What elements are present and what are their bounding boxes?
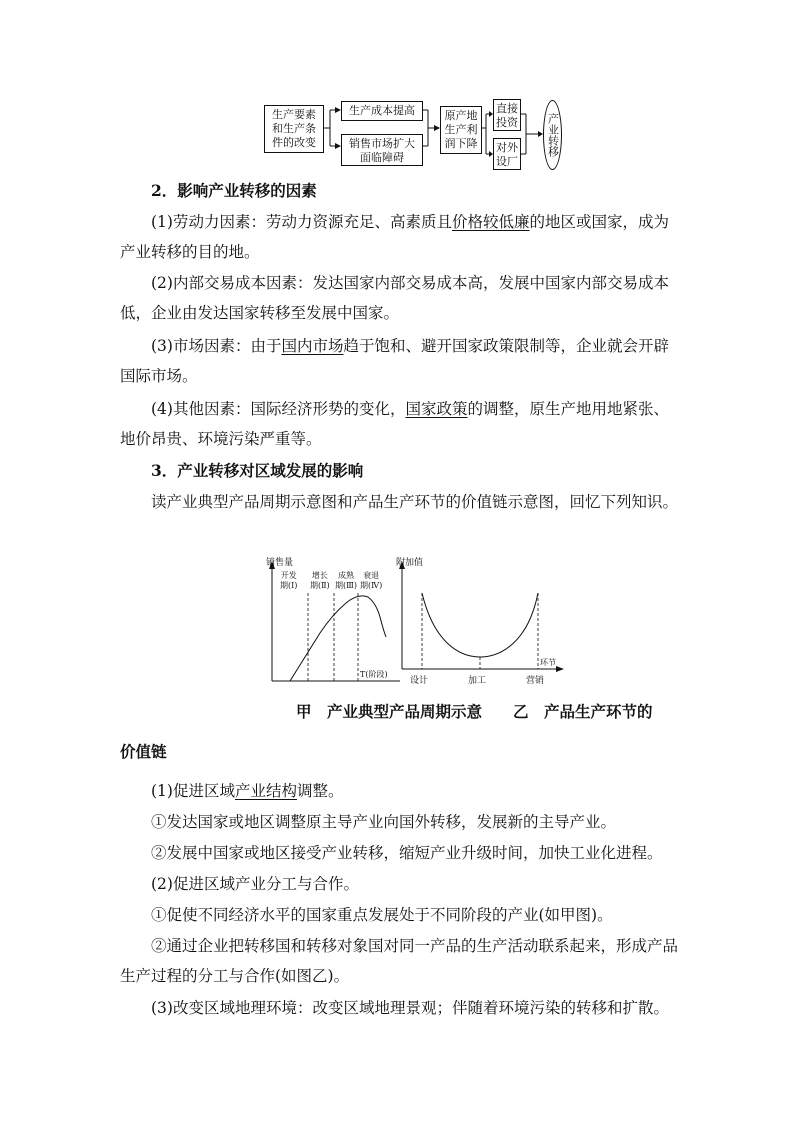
profit-drop-box [440, 106, 482, 154]
box-line: 生产利 [444, 123, 478, 136]
stage-label-4 [360, 571, 382, 591]
value-chain-figure [394, 553, 564, 688]
para-labor [120, 207, 680, 267]
sales-axis-label: 销售量 [266, 558, 294, 568]
text-span: 的地区或国家，成为产业转移的目的地。 [120, 213, 669, 261]
underlined-term: 国内市场 [281, 337, 344, 355]
point-developed: ①发达国家或地区调整原主导产业向国外转移，发展新的主导产业。 [151, 813, 617, 831]
box-line: 设厂 [496, 155, 518, 168]
box-line: 件的改变 [272, 136, 316, 149]
tick-marketing: 营销 [526, 676, 545, 686]
time-axis-label: T(阶段) [360, 670, 388, 679]
factor-change-box [264, 105, 324, 153]
industry-transfer-oval: 产业转移 [543, 100, 562, 170]
stage-label-3 [335, 571, 357, 591]
text-span: 趋于饱和、避开国家政策限制等，企业就会开辟国际市场。 [120, 337, 669, 385]
box-line: 投资 [496, 116, 518, 129]
text-span: (4)其他因素：国际经济形势的变化， [151, 400, 406, 418]
direct-investment-box [493, 99, 521, 131]
underlined-term: 价格较低廉 [451, 213, 530, 231]
smile-curve [422, 593, 538, 657]
market-barrier-box [341, 134, 423, 166]
stage-text: 成熟 [337, 571, 354, 580]
point-division: (2)促进区域产业分工与合作。 [151, 875, 359, 893]
box-line: 对外 [496, 141, 518, 154]
product-cycle-figure [262, 553, 402, 688]
stage-text: 增长 [311, 571, 328, 580]
stage-text: 期(Ⅱ) [310, 581, 330, 590]
stage-text: 期(Ⅲ) [335, 581, 357, 590]
box-line: 直接 [496, 102, 518, 115]
box-line: 面临障碍 [360, 151, 404, 164]
stage-axis-label: 环节 [540, 658, 556, 667]
box-line: 和生产条 [272, 122, 316, 135]
underlined-term: 国家政策 [405, 400, 468, 418]
value-chain-svg [394, 553, 564, 688]
point-environment: (3)改变区域地理环境：改变区域地理景观；伴随着环境污染的转移和扩散。 [151, 999, 669, 1017]
section3-intro: 读产业典型产品周期示意图和产品生产环节的价值链示意图，回忆下列知识。 [151, 493, 679, 511]
point-structure [120, 776, 680, 806]
section2-heading: 2．影响产业转移的因素 [151, 181, 317, 200]
text-span: (1)促进区域 [151, 782, 235, 800]
para-other [120, 394, 680, 454]
stage-text: 期(Ⅳ) [360, 581, 383, 590]
figure-caption-line2: 价值链 [120, 742, 167, 761]
text-span: (3)市场因素：由于 [151, 337, 282, 355]
text-span: (1)劳动力因素：劳动力资源充足、高素质且 [151, 213, 452, 231]
para-transaction-cost: (2)内部交易成本因素：发达国家内部交易成本高，发展中国家内部交易成本低，企业由发达国家转移至发展中国家。 [120, 274, 669, 322]
cost-rise-box: 生产成本提高 [341, 101, 423, 121]
tick-processing: 加工 [468, 676, 487, 686]
box-line: 生产要素 [272, 108, 316, 121]
stage-text: 期(Ⅰ) [280, 581, 298, 590]
point-stages: ①促使不同经济水平的国家重点发展处于不同阶段的产业(如甲图)。 [151, 906, 613, 924]
value-axis-label: 附加值 [396, 558, 424, 568]
stage-label-2 [310, 571, 330, 591]
overseas-factory-box [493, 138, 521, 170]
x-axis-arrow [556, 666, 564, 672]
para-market [120, 331, 680, 391]
box-line: 原产地 [444, 109, 478, 122]
box-line: 润下降 [444, 137, 478, 150]
point-developing: ②发展中国家或地区接受产业转移，缩短产业升级时间，加快工业化进程。 [151, 844, 663, 862]
text-span: 的调整，原生产地用地紧张、地价昂贵、环境污染严重等。 [120, 400, 669, 448]
tick-design: 设计 [410, 676, 429, 686]
stage-text: 开发 [280, 571, 297, 580]
flowchart [262, 98, 562, 173]
section3-heading: 3．产业转移对区域发展的影响 [151, 461, 364, 480]
point-cooperation: ②通过企业把转移国和转移对象国对同一产品的生产活动联系起来，形成产品生产过程的分工与合作(如图乙)。 [120, 937, 679, 985]
figure-caption-line1: 甲 产业典型产品周期示意 乙 产品生产环节的 [296, 702, 653, 721]
stage-text: 衰退 [363, 571, 380, 580]
stage-label-1 [280, 571, 297, 591]
box-line: 销售市场扩大 [349, 137, 415, 150]
underlined-term: 产业结构 [234, 782, 297, 800]
text-span: 调整。 [296, 782, 344, 800]
